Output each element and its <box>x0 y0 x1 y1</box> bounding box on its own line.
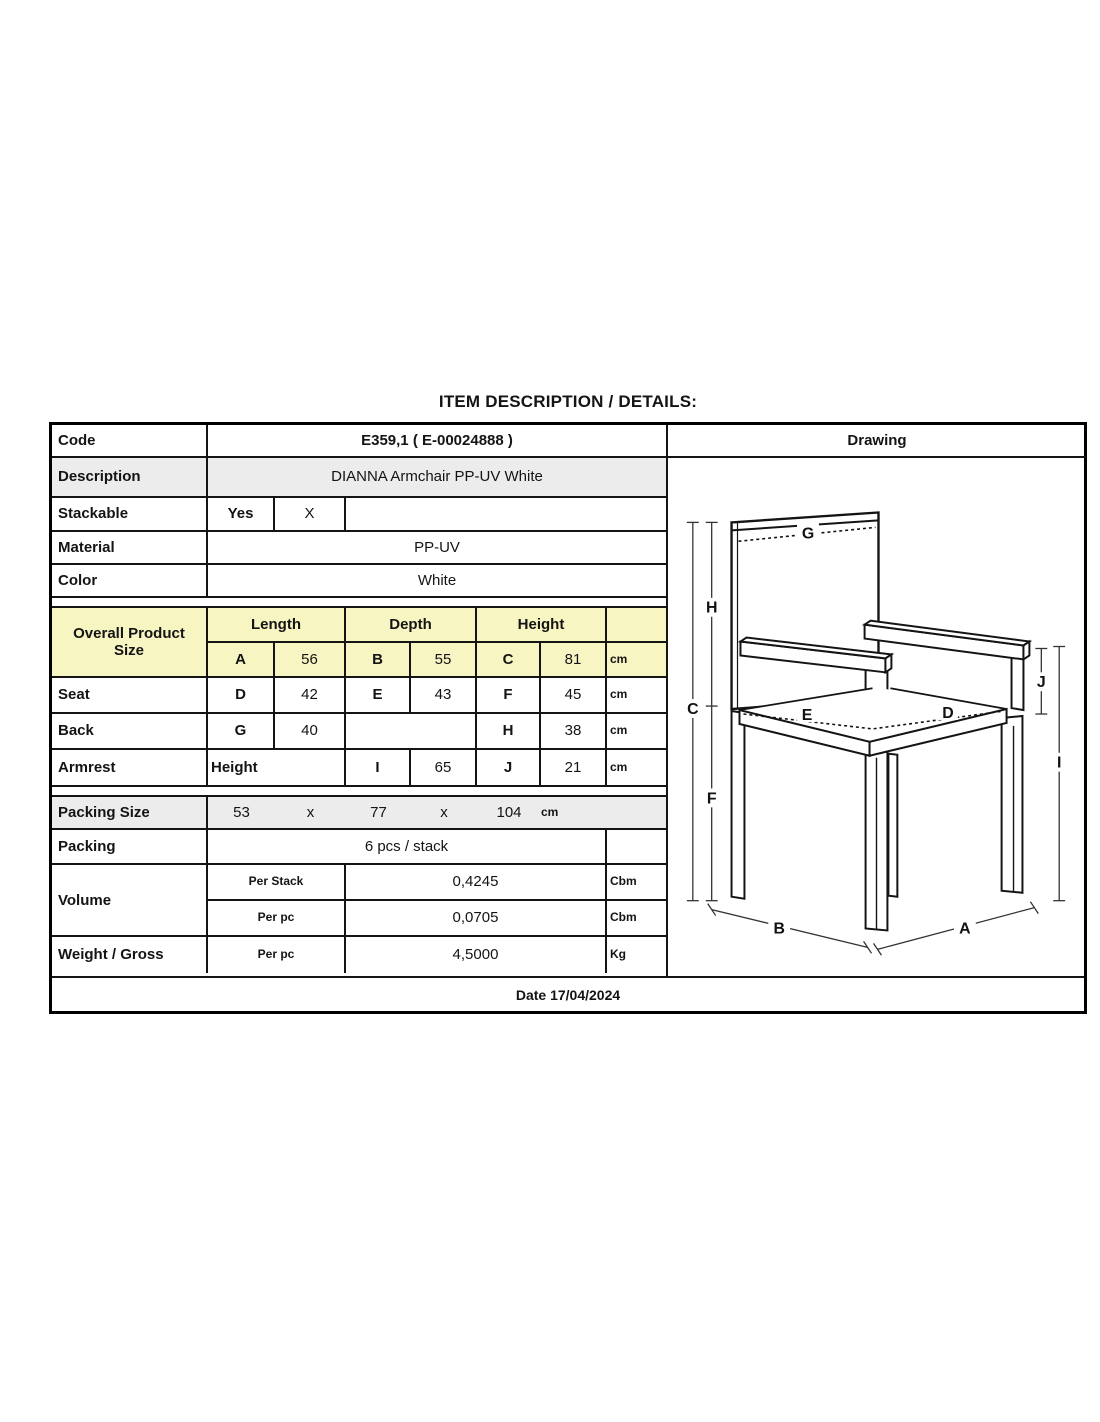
drawing-label-h: H <box>705 599 718 617</box>
row-material <box>52 532 666 565</box>
volume-grid <box>208 865 666 935</box>
dim-d: D <box>208 678 275 712</box>
row-color <box>52 565 666 598</box>
per-pc-label: Per pc <box>208 901 346 935</box>
drawing-label-b: B <box>773 920 785 938</box>
size-overall-row <box>208 643 666 676</box>
packing-size-unit: cm <box>541 804 559 819</box>
per-stack-label: Per Stack <box>208 865 346 899</box>
per-pc-value: 0,0705 <box>346 901 607 935</box>
armrest-unit: cm <box>610 759 628 774</box>
dim-d-value: 42 <box>275 678 346 712</box>
color-value: White <box>417 571 457 589</box>
packing-value: 6 pcs / stack <box>208 830 607 863</box>
stackable-label: Stackable <box>52 498 208 530</box>
stackable-value: Yes <box>208 498 275 530</box>
weight-unit: Kg <box>610 947 626 962</box>
stackable-mark: X <box>275 498 346 530</box>
per-stack-value: 0,4245 <box>346 865 607 899</box>
row-back <box>52 714 666 750</box>
drawing-label-d: D <box>942 704 954 722</box>
drawing-label-f: F <box>706 790 717 808</box>
packing-size-label: Packing Size <box>52 797 208 828</box>
volume-block <box>52 865 666 937</box>
description-value: DIANNA Armchair PP-UV White <box>331 468 543 486</box>
date-row <box>52 976 1084 1011</box>
drawing-label-j: J <box>1036 674 1046 692</box>
dim-g-value: 40 <box>275 714 346 748</box>
dim-e: E <box>346 678 411 712</box>
row-armrest <box>52 750 666 787</box>
dim-h-value: 38 <box>541 714 607 748</box>
back-label: Back <box>52 714 208 748</box>
drawing-label-a: A <box>959 920 971 938</box>
packing-size-v1: 77 <box>370 803 387 821</box>
dim-j-value: 21 <box>541 750 607 785</box>
per-pc-unit: Cbm <box>610 910 637 925</box>
row-seat <box>52 678 666 714</box>
dim-g: G <box>208 714 275 748</box>
back-empty <box>346 714 477 748</box>
dim-a: A <box>208 643 275 676</box>
row-packing-size <box>52 797 666 830</box>
volume-per-stack-row <box>208 865 666 901</box>
col-unit-empty <box>607 608 666 641</box>
drawing-label-i: I <box>1056 754 1062 772</box>
row-description <box>52 458 666 498</box>
spec-table <box>49 422 1087 1014</box>
volume-label: Volume <box>52 865 208 935</box>
material-value: PP-UV <box>414 538 460 556</box>
volume-per-pc-row <box>208 901 666 935</box>
spacer-row <box>52 598 666 608</box>
dim-e-value: 43 <box>411 678 477 712</box>
per-stack-unit: Cbm <box>610 874 637 889</box>
packing-size-v0: 53 <box>233 803 250 821</box>
spacer-row <box>52 787 666 797</box>
drawing-label-c: C <box>687 701 699 719</box>
size-header-row <box>208 608 666 643</box>
chair-line-art <box>668 458 1086 976</box>
packing-unit-empty <box>607 830 666 863</box>
packing-size-v2: 104 <box>496 803 522 821</box>
description-label: Description <box>52 458 208 496</box>
weight-sub-label: Per pc <box>208 937 346 973</box>
drawing-label-e: E <box>801 706 813 724</box>
row-stackable <box>52 498 666 532</box>
back-unit: cm <box>610 723 628 738</box>
dim-h: H <box>477 714 541 748</box>
weight-label: Weight / Gross <box>52 937 208 973</box>
size-header-block <box>52 608 666 678</box>
size-header-grid <box>208 608 666 676</box>
drawing-section <box>668 425 1086 976</box>
material-label: Material <box>52 532 208 563</box>
code-value: E359,1 ( E-00024888 ) <box>361 431 513 449</box>
weight-value: 4,5000 <box>346 937 607 973</box>
dim-f-value: 45 <box>541 678 607 712</box>
packing-size-values <box>208 797 666 828</box>
row-weight <box>52 937 666 973</box>
dim-i: I <box>346 750 411 785</box>
sheet-content <box>49 392 1087 1014</box>
packing-size-x2: x <box>440 803 448 821</box>
row-packing <box>52 830 666 865</box>
dim-a-value: 56 <box>275 643 346 676</box>
row-code <box>52 425 666 458</box>
dim-b: B <box>346 643 411 676</box>
code-label: Code <box>52 425 208 456</box>
drawing-header: Drawing <box>668 425 1086 458</box>
chair-drawing <box>668 458 1086 976</box>
date-value: Date 17/04/2024 <box>515 986 621 1003</box>
dim-b-value: 55 <box>411 643 477 676</box>
col-depth: Depth <box>346 608 477 641</box>
dim-f: F <box>477 678 541 712</box>
dim-c: C <box>477 643 541 676</box>
dim-i-value: 65 <box>411 750 477 785</box>
col-height: Height <box>477 608 607 641</box>
dim-c-value: 81 <box>541 643 607 676</box>
armrest-sub-label: Height <box>208 750 346 785</box>
packing-size-empty <box>607 797 666 828</box>
page-title: ITEM DESCRIPTION / DETAILS: <box>438 392 698 411</box>
seat-unit: cm <box>610 687 628 702</box>
color-label: Color <box>52 565 208 596</box>
seat-label: Seat <box>52 678 208 712</box>
packing-size-x1: x <box>306 803 315 821</box>
packing-label: Packing <box>52 830 208 863</box>
drawing-label-g: G <box>801 525 815 543</box>
dim-j: J <box>477 750 541 785</box>
col-length: Length <box>208 608 346 641</box>
armrest-label: Armrest <box>52 750 208 785</box>
size-header-label: Overall Product Size <box>52 608 208 676</box>
data-section <box>52 425 668 976</box>
table-main <box>52 425 1084 976</box>
stackable-empty <box>346 498 666 530</box>
overall-unit: cm <box>610 651 628 666</box>
